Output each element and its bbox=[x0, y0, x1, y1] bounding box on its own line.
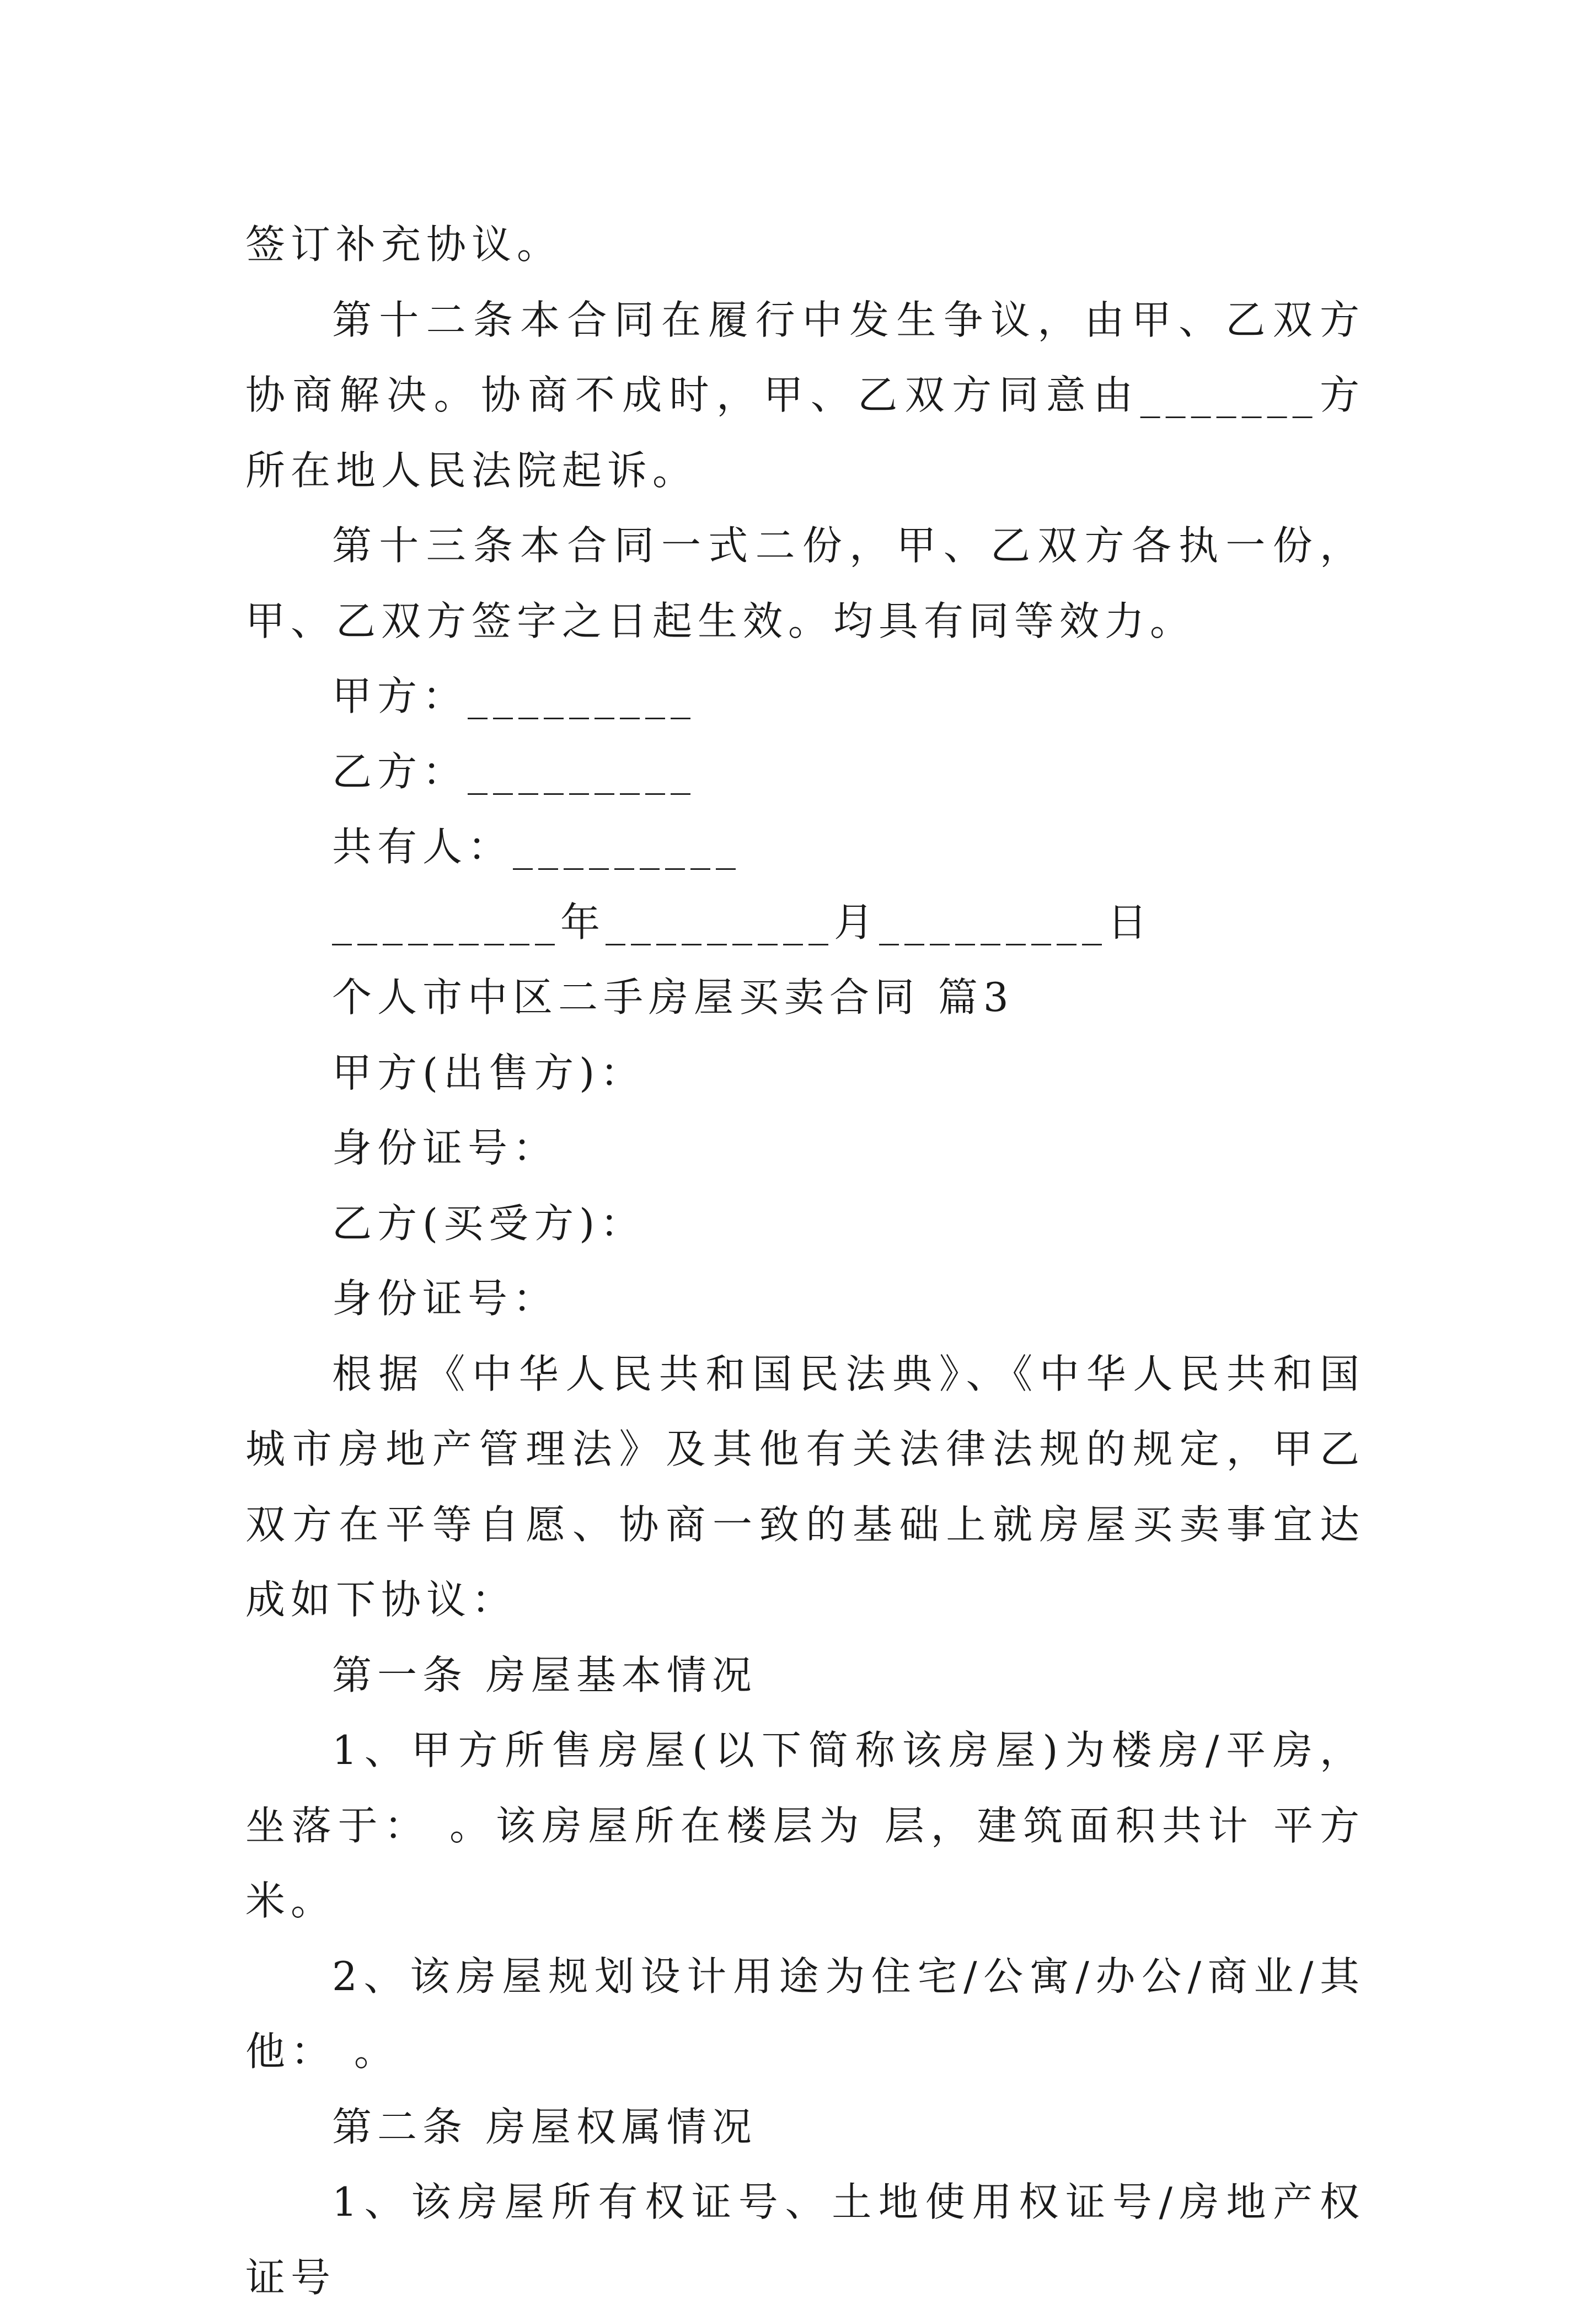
paragraph-legal-basis: 根据《中华人民共和国民法典》、《中华人民共和国城市房地产管理法》及其他有关法律法规的规定，甲乙双方在平等自愿、协商一致的基础上就房屋买卖事宜达成如下协议： bbox=[245, 1350, 1365, 1623]
party-b-buyer: 乙方(买受方)： bbox=[332, 1200, 646, 1247]
signature-date: _________年_________月_________日 bbox=[332, 899, 1153, 945]
paragraph-article-12: 第十二条本合同在履行中发生争议，由甲、乙双方协商解决。协商不成时，甲、乙双方同意由_______方所在地人民法院起诉。 bbox=[245, 296, 1365, 494]
signature-co-owner: 共有人：_________ bbox=[332, 824, 742, 870]
party-a-id-number: 身份证号： bbox=[332, 1125, 559, 1171]
signature-party-a: 甲方：_________ bbox=[332, 673, 697, 719]
article-2-heading: 第二条 房屋权属情况 bbox=[332, 2103, 757, 2150]
article-1-heading: 第一条 房屋基本情况 bbox=[332, 1651, 757, 1698]
article-1-item-1: 1、甲方所售房屋(以下简称该房屋)为楼房/平房，坐落于： 。该房屋所在楼层为 层，建筑面积共计 平方米。 bbox=[245, 1727, 1365, 1924]
paragraph-supplement-agreement: 签订补充协议。 bbox=[245, 221, 563, 268]
contract-title: 个人市中区二手房屋买卖合同 篇3 bbox=[332, 974, 1014, 1020]
article-1-item-2: 2、该房屋规划设计用途为住宅/公寓/办公/商业/其他： 。 bbox=[245, 1953, 1365, 2075]
signature-party-b: 乙方：_________ bbox=[332, 748, 697, 795]
party-b-id-number: 身份证号： bbox=[332, 1275, 559, 1322]
party-a-seller: 甲方(出售方)： bbox=[332, 1049, 646, 1096]
article-2-item-1: 1、该房屋所有权证号、土地使用权证号/房地产权证号 bbox=[245, 2179, 1365, 2301]
document-body bbox=[245, 207, 1365, 2315]
paragraph-article-13: 第十三条本合同一式二份，甲、乙双方各执一份，甲、乙双方签字之日起生效。均具有同等效力。 bbox=[245, 522, 1365, 644]
